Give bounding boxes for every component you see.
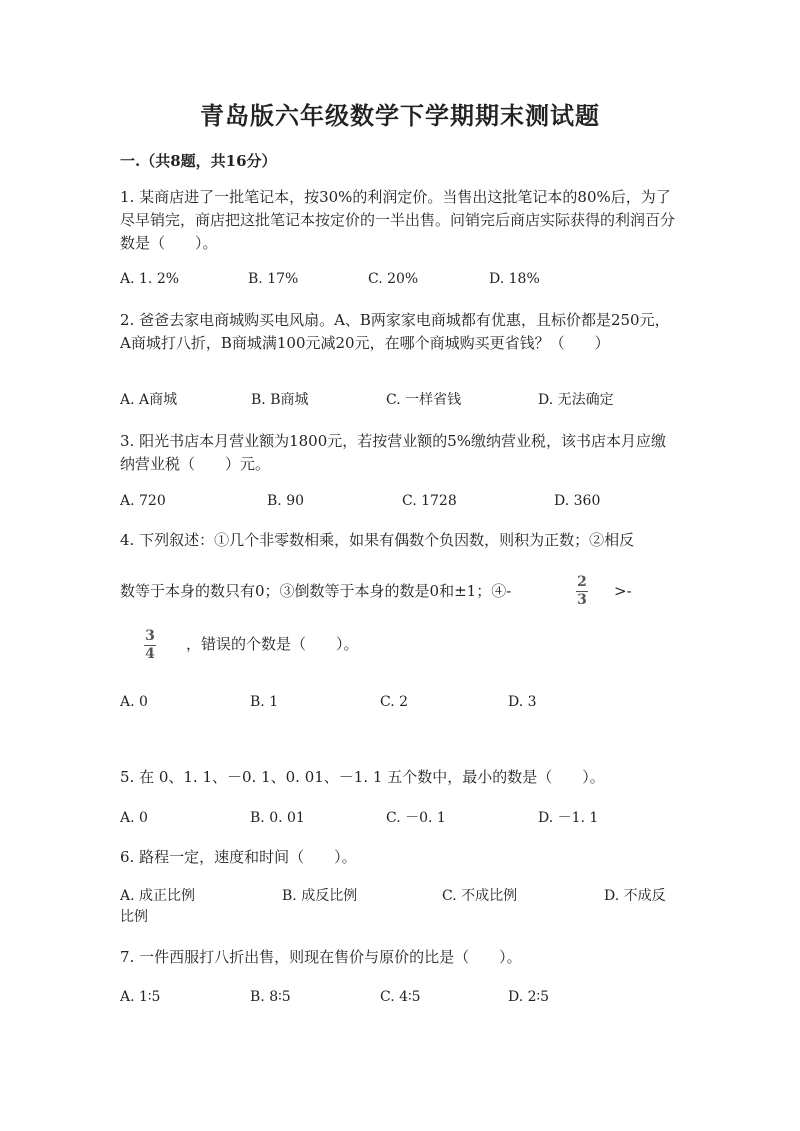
q1-option-a[interactable]: A. 1. 2% xyxy=(120,271,180,287)
q6-option-d[interactable]: D. 不成反 xyxy=(604,888,666,904)
q4-option-d[interactable]: D. 3 xyxy=(508,694,537,710)
q3-option-d[interactable]: D. 360 xyxy=(554,493,601,509)
q6-option-c[interactable]: C. 不成比例 xyxy=(442,888,518,904)
q1-option-b[interactable]: B. 17% xyxy=(248,271,299,287)
q2-option-a[interactable]: A. A商城 xyxy=(120,392,178,408)
q5-option-c[interactable]: C. －0. 1 xyxy=(386,810,446,826)
fraction-denominator: 3 xyxy=(577,592,587,608)
question-5-text: 5. 在 0、1. 1、－0. 1、0. 01、－1. 1 五个数中，最小的数是（ ）。 xyxy=(120,768,605,786)
fraction-three-quarters xyxy=(144,629,156,662)
q1-option-d[interactable]: D. 18% xyxy=(489,271,540,287)
q6-option-d-continued: 比例 xyxy=(120,909,148,925)
question-4-line-2: 数等于本身的数只有0；③倒数等于本身的数是0和±1；④- xyxy=(120,582,512,600)
q7-option-c[interactable]: C. 4∶5 xyxy=(380,989,421,1005)
question-3-text: 3. 阳光书店本月营业额为1800元，若按营业额的5%缴纳营业税，该书店本月应缴纳营业税（ ）元。 xyxy=(120,432,667,473)
fraction-numerator: 2 xyxy=(577,574,587,590)
q3-option-a[interactable]: A. 720 xyxy=(120,493,166,509)
q5-option-d[interactable]: D. －1. 1 xyxy=(538,810,599,826)
question-1-text: 1. 某商店进了一批笔记本，按30%的利润定价。当售出这批笔记本的80%后，为了尽早销完，商店把这批笔记本按定价的一半出售。问销完后商店实际获得的利润百分数是（ ）。 xyxy=(120,188,676,252)
q7-option-b[interactable]: B. 8∶5 xyxy=(250,989,291,1005)
greater-than-sign: >- xyxy=(614,582,632,600)
section-header: 一.（共8题，共16分） xyxy=(120,152,277,170)
q5-option-a[interactable]: A. 0 xyxy=(120,810,148,826)
q4-option-a[interactable]: A. 0 xyxy=(120,694,148,710)
q3-option-c[interactable]: C. 1728 xyxy=(402,493,457,509)
fraction-denominator: 4 xyxy=(145,646,155,662)
q6-option-a[interactable]: A. 成正比例 xyxy=(120,888,196,904)
fraction-numerator: 3 xyxy=(145,628,155,644)
question-4-line-1: 4. 下列叙述：①几个非零数相乘，如果有偶数个负因数，则积为正数；②相反 xyxy=(120,531,635,549)
page-title: 青岛版六年级数学下学期期末测试题 xyxy=(200,101,600,130)
q4-option-c[interactable]: C. 2 xyxy=(380,694,409,710)
q6-option-b[interactable]: B. 成反比例 xyxy=(282,888,358,904)
q4-option-b[interactable]: B. 1 xyxy=(250,694,279,710)
q2-option-d[interactable]: D. 无法确定 xyxy=(538,392,614,408)
question-7-text: 7. 一件西服打八折出售，则现在售价与原价的比是（ ）。 xyxy=(120,948,522,966)
q7-option-a[interactable]: A. 1∶5 xyxy=(120,989,161,1005)
q2-option-b[interactable]: B. B商城 xyxy=(251,392,309,408)
q2-option-c[interactable]: C. 一样省钱 xyxy=(386,392,462,408)
q5-option-b[interactable]: B. 0. 01 xyxy=(250,810,305,826)
q1-option-c[interactable]: C. 20% xyxy=(368,271,419,287)
question-2-text: 2. 爸爸去家电商城购买电风扇。A、B两家家电商城都有优惠，且标价都是250元，A商城打八折，B商城满100元减20元，在哪个商城购买更省钱？（ ） xyxy=(120,311,670,352)
q3-option-b[interactable]: B. 90 xyxy=(267,493,305,509)
q7-option-d[interactable]: D. 2∶5 xyxy=(508,989,550,1005)
question-6-text: 6. 路程一定，速度和时间（ ）。 xyxy=(120,848,357,866)
question-4-tail: ，错误的个数是（ ）。 xyxy=(186,635,359,653)
fraction-two-thirds xyxy=(576,575,588,608)
